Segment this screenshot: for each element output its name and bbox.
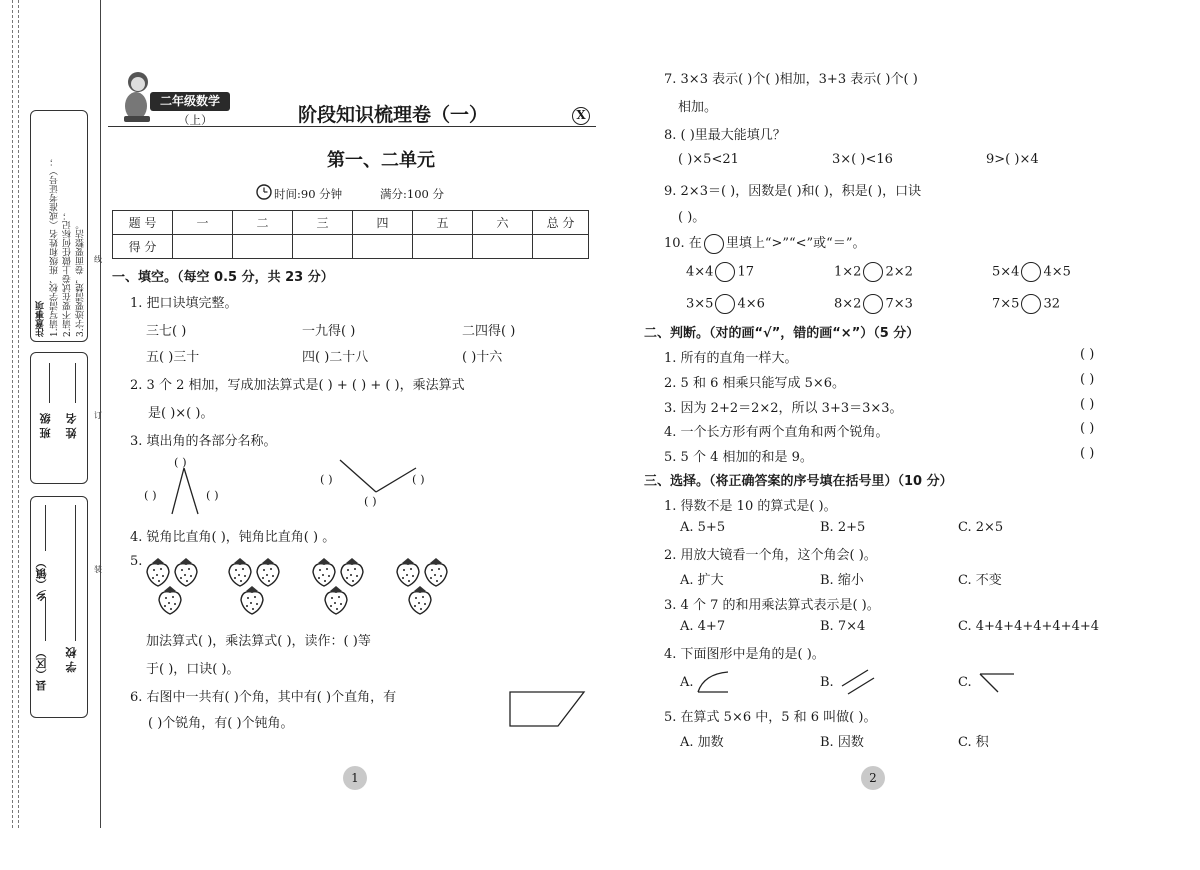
q1-item: 五( )三十 <box>146 350 200 365</box>
compare-item <box>992 262 1071 282</box>
compare-right: 32 <box>1043 296 1060 312</box>
compare-left: 1×2 <box>834 264 862 280</box>
score-table-score-row <box>113 235 589 259</box>
school-field[interactable] <box>75 505 76 641</box>
angle-blank[interactable]: ( ) <box>320 472 333 486</box>
binding-mark-ding: 订 <box>94 408 102 423</box>
school-label: 学 校 <box>65 647 78 673</box>
compare-answer-circle[interactable] <box>863 294 883 314</box>
series-mark: X <box>572 107 590 125</box>
score-cell[interactable] <box>533 235 589 259</box>
q7-text-cont: 相加。 <box>678 100 718 115</box>
name-label: 姓 名 <box>65 413 78 439</box>
arc-angle-icon <box>696 670 732 694</box>
angle-blank[interactable]: ( ) <box>412 472 425 486</box>
table-cell: 四 <box>353 211 413 235</box>
page-title: 阶段知识梳理卷（一） <box>298 104 489 126</box>
compare-item <box>834 294 913 314</box>
compare-right: 4×5 <box>1043 264 1071 280</box>
choice-option[interactable]: C. 2×5 <box>958 520 1004 535</box>
compare-answer-circle[interactable] <box>715 294 735 314</box>
trapezoid-figure <box>508 690 588 728</box>
choice-option[interactable]: A. 加数 <box>680 735 724 750</box>
compare-answer-circle[interactable] <box>1021 294 1041 314</box>
strawberry-groups <box>140 556 460 618</box>
score-cell[interactable] <box>413 235 473 259</box>
choice-option[interactable]: B. 7×4 <box>820 619 866 634</box>
notice-line-1: 1.请写清学校、班级和姓名（或准考证号）； <box>50 157 60 337</box>
angle-blank[interactable]: ( ) <box>174 455 187 469</box>
county-label: 县（区） <box>35 647 48 691</box>
notice-box <box>30 110 88 342</box>
choice-option[interactable]: A. <box>680 675 694 690</box>
compare-right: 7×3 <box>885 296 913 312</box>
clock-icon <box>256 184 272 200</box>
table-cell: 二 <box>233 211 293 235</box>
compare-right: 4×6 <box>737 296 765 312</box>
choice-option[interactable]: A. 5+5 <box>680 520 726 535</box>
q3-text: 3. 填出角的各部分名称。 <box>130 434 277 449</box>
class-field[interactable] <box>49 363 50 403</box>
cut-line-inner <box>18 0 19 828</box>
judge-item: 4. 一个长方形有两个直角和两个锐角。 <box>664 425 889 440</box>
compare-right: 17 <box>737 264 754 280</box>
compare-left: 7×5 <box>992 296 1020 312</box>
full-score: 满分:100 分 <box>380 187 444 201</box>
grade-badge: 二年级数学 <box>150 92 230 111</box>
binding-mark-zhuang: 装 <box>94 562 102 577</box>
judge-item: 5. 5 个 4 相加的和是 9。 <box>664 450 813 465</box>
choice-option[interactable]: C. <box>958 675 972 690</box>
choice-question: 5. 在算式 5×6 中，5 和 6 叫做( )。 <box>664 710 877 725</box>
angle-blank[interactable]: ( ) <box>364 494 377 508</box>
score-table-header-row <box>113 211 589 235</box>
grade-badge-sub: （上） <box>178 113 213 127</box>
binding-mark-xian: 线 <box>94 252 102 267</box>
compare-item <box>686 294 765 314</box>
compare-item <box>686 262 754 282</box>
table-cell: 六 <box>473 211 533 235</box>
judge-blank[interactable]: ( ) <box>1080 446 1095 461</box>
judge-blank[interactable]: ( ) <box>1080 397 1095 412</box>
time-limit: 时间:90 分钟 <box>274 187 343 201</box>
table-cell: 总 分 <box>533 211 589 235</box>
choice-option[interactable]: B. 2+5 <box>820 520 866 535</box>
q2-text-cont: 是( )×( )。 <box>148 406 214 421</box>
compare-left: 8×2 <box>834 296 862 312</box>
town-label: 乡（镇） <box>35 557 48 601</box>
section-2-title: 二、判断。（对的画“√”，错的画“×”）（5 分） <box>644 326 920 341</box>
name-field[interactable] <box>75 363 76 403</box>
table-cell: 五 <box>413 211 473 235</box>
q1-item: ( )十六 <box>462 350 503 365</box>
q2-text: 2. 3 个 2 相加，写成加法算式是( ) + ( ) + ( )，乘法算式 <box>130 378 465 393</box>
county-field[interactable] <box>45 597 46 641</box>
q6-text: 6. 右图中一共有( )个角，其中有( )个直角，有 <box>130 690 397 705</box>
score-table <box>112 210 589 259</box>
compare-answer-circle[interactable] <box>863 262 883 282</box>
notice-line-2: 2.请不要在试卷上做任何标记； <box>63 211 73 337</box>
q10-text-pre: 10. 在 <box>664 236 702 251</box>
choice-option[interactable]: A. 扩大 <box>680 573 724 588</box>
unit-subtitle: 第一、二单元 <box>327 150 435 171</box>
choice-question: 1. 得数不是 10 的算式是( )。 <box>664 499 837 514</box>
compare-circle-icon <box>704 234 724 254</box>
q8-item: ( )×5<21 <box>678 152 739 167</box>
q1-item: 一九得( ) <box>302 324 356 339</box>
q10-text-post: 里填上“>”“<”或“＝”。 <box>725 236 866 251</box>
table-cell: 得 分 <box>113 235 173 259</box>
choice-option[interactable]: A. 4+7 <box>680 619 726 634</box>
choice-option[interactable]: B. 因数 <box>820 735 864 750</box>
page-number: 1 <box>343 766 367 790</box>
score-cell[interactable] <box>473 235 533 259</box>
choice-question: 2. 用放大镜看一个角，这个角会( )。 <box>664 548 877 563</box>
judge-blank[interactable]: ( ) <box>1080 347 1095 362</box>
score-cell[interactable] <box>293 235 353 259</box>
judge-item: 1. 所有的直角一样大。 <box>664 351 798 366</box>
q5-label: 5. <box>130 554 143 569</box>
choice-option[interactable]: C. 积 <box>958 735 989 750</box>
q9-text-cont: ( )。 <box>678 210 706 225</box>
q1-text: 1. 把口诀填完整。 <box>130 296 238 311</box>
q5-text-b: 于( )，口诀( )。 <box>146 662 240 677</box>
cut-line-outer <box>12 0 13 828</box>
compare-left: 3×5 <box>686 296 714 312</box>
compare-answer-circle[interactable] <box>1021 262 1041 282</box>
score-cell[interactable] <box>233 235 293 259</box>
angle-shape-icon <box>978 670 1018 696</box>
class-name-box <box>30 352 88 484</box>
page-number: 2 <box>861 766 885 790</box>
notice-title: 注意事项 <box>36 301 46 337</box>
q7-text: 7. 3×3 表示( )个( )相加，3+3 表示( )个( ) <box>664 72 918 87</box>
parallel-lines-icon <box>838 666 878 696</box>
score-cell[interactable] <box>353 235 413 259</box>
school-box <box>30 496 88 718</box>
q8-text: 8. ( )里最大能填几？ <box>664 128 786 143</box>
judge-blank[interactable]: ( ) <box>1080 421 1095 436</box>
angle-blank[interactable]: ( ) <box>206 488 219 502</box>
section-3-title: 三、选择。（将正确答案的序号填在括号里）（10 分） <box>644 474 953 489</box>
judge-blank[interactable]: ( ) <box>1080 372 1095 387</box>
q4-text: 4. 锐角比直角( )，钝角比直角( ) 。 <box>130 530 336 545</box>
q1-item: 四( )二十八 <box>302 350 369 365</box>
compare-left: 4×4 <box>686 264 714 280</box>
notice-line-3: 3.字迹要清楚，卷面要整洁。 <box>76 220 86 337</box>
judge-item: 3. 因为 2+2＝2×2，所以 3+3＝3×3。 <box>664 401 903 416</box>
title-rule <box>108 126 596 127</box>
class-label: 班 级 <box>39 413 52 439</box>
angle-blank[interactable]: ( ) <box>144 488 157 502</box>
judge-item: 2. 5 和 6 相乘只能写成 5×6。 <box>664 376 846 391</box>
table-cell: 题 号 <box>113 211 173 235</box>
compare-right: 2×2 <box>885 264 913 280</box>
choice-option[interactable]: C. 4+4+4+4+4+4+4 <box>958 619 1100 634</box>
q8-item: 9>( )×4 <box>986 152 1039 167</box>
compare-item <box>992 294 1060 314</box>
table-cell: 三 <box>293 211 353 235</box>
section-1-title: 一、填空。（每空 0.5 分，共 23 分） <box>112 270 334 285</box>
choice-option[interactable]: B. 缩小 <box>820 573 864 588</box>
q6-text-cont: ( )个锐角，有( )个钝角。 <box>148 716 294 731</box>
score-cell[interactable] <box>173 235 233 259</box>
compare-left: 5×4 <box>992 264 1020 280</box>
table-cell: 一 <box>173 211 233 235</box>
choice-question: 4. 下面图形中是角的是( )。 <box>664 647 825 662</box>
q10-text <box>664 232 865 254</box>
compare-answer-circle[interactable] <box>715 262 735 282</box>
choice-question: 3. 4 个 7 的和用乘法算式表示是( )。 <box>664 598 880 613</box>
compare-item <box>834 262 913 282</box>
choice-option[interactable]: B. <box>820 675 834 690</box>
q1-item: 三七( ) <box>146 324 187 339</box>
q1-item: 二四得( ) <box>462 324 516 339</box>
binding-line <box>100 0 101 828</box>
choice-option[interactable]: C. 不变 <box>958 573 1002 588</box>
q8-item: 3×( )<16 <box>832 152 893 167</box>
q9-text: 9. 2×3＝( )，因数是( )和( )，积是( )，口诀 <box>664 184 922 199</box>
q5-text-a: 加法算式( )，乘法算式( )，读作：( )等 <box>146 634 371 649</box>
town-field[interactable] <box>45 505 46 551</box>
